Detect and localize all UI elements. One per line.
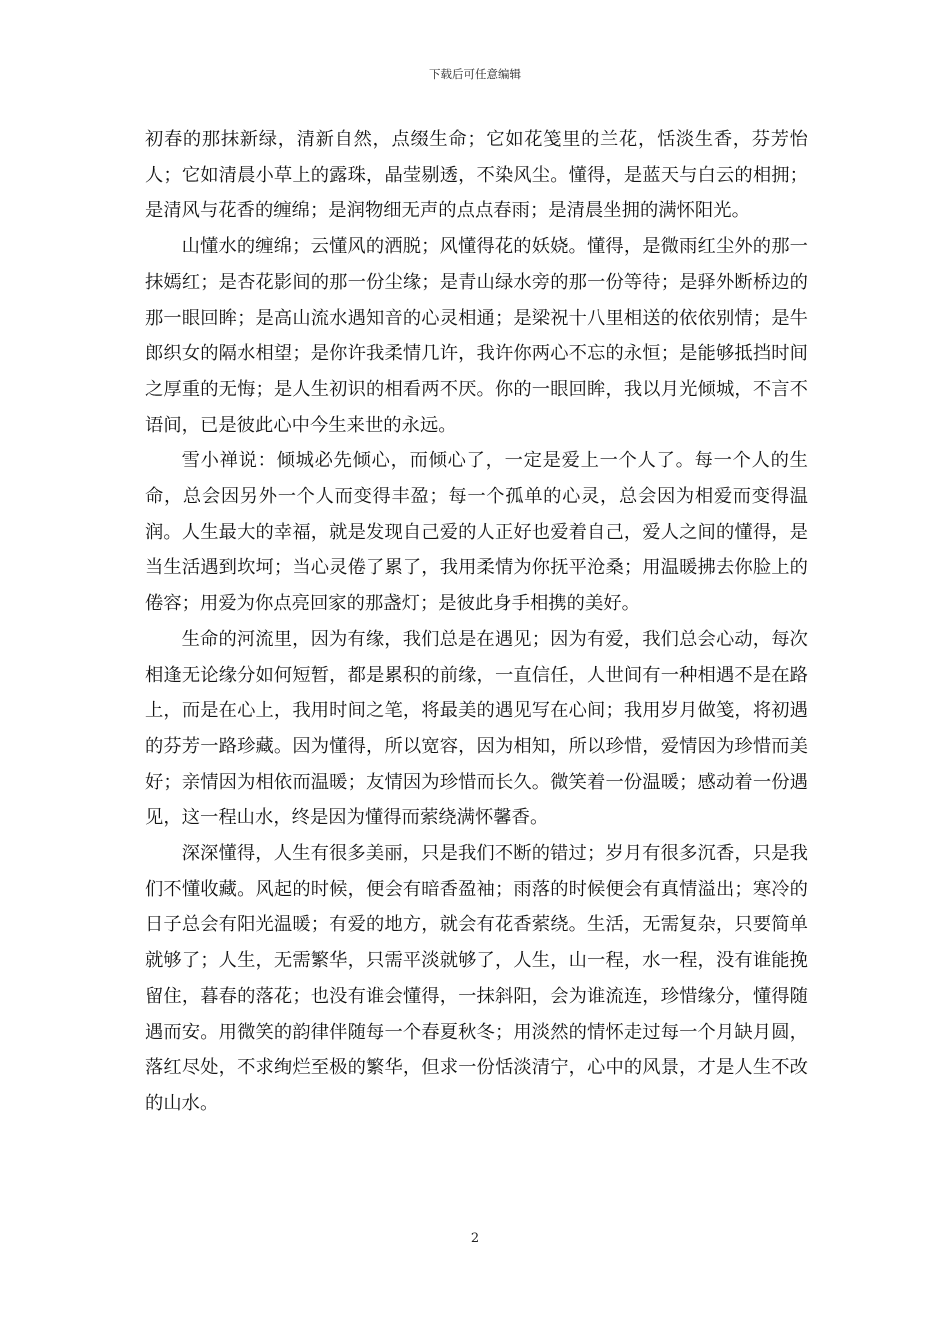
paragraph: 雪小禅说：倾城必先倾心，而倾心了，一定是爱上一个人了。每一个人的生命，总会因另外一个人而变得丰盈；每一个孤单的心灵，总会因为相爱而变得温润。人生最大的幸福，就是发现自己爱的人正好也爱着自己，爱人之间的懂得，是当生活遇到坎坷；当心灵倦了累了，我用柔情为你抚平沧桑；用温暖拂去你脸上的倦容；用爱为你点亮回家的那盏灯；是彼此身手相携的美好。 [145, 450, 808, 615]
paragraph-continued: 初春的那抹新绿，清新自然，点缀生命；它如花笺里的兰花，恬淡生香，芬芳怡人；它如清晨小草上的露珠，晶莹剔透，不染风尘。懂得，是蓝天与白云的相拥；是清风与花香的缠绵；是润物细无声的点点春雨；是清晨坐拥的满怀阳光。 [145, 129, 808, 222]
paragraph: 山懂水的缠绵；云懂风的洒脱；风懂得花的妖娆。懂得，是微雨红尘外的那一抹嫣红；是杏花影间的那一份尘缘；是青山绿水旁的那一份等待；是驿外断桥边的那一眼回眸；是高山流水遇知音的心灵相通；是梁祝十八里相送的依依别情；是牛郎织女的隔水相望；是你许我柔情几许，我许你两心不忘的永恒；是能够抵挡时间之厚重的无悔；是人生初识的相看两不厌。你的一眼回眸，我以月光倾城，不言不语间，已是彼此心中今生来世的永远。 [145, 236, 808, 436]
paragraph: 生命的河流里，因为有缘，我们总是在遇见；因为有爱，我们总会心动，每次相逢无论缘分如何短暂，都是累积的前缘，一直信任，人世间有一种相遇不是在路上，而是在心上，我用时间之笔，将最美的遇见写在心间；我用岁月做笺，将初遇的芬芳一路珍藏。因为懂得，所以宽容，因为相知，所以珍惜，爱情因为珍惜而美好；亲情因为相依而温暖；友情因为珍惜而长久。微笑着一份温暖；感动着一份遇见，这一程山水，终是因为懂得而萦绕满怀馨香。 [145, 628, 808, 829]
paragraph: 深深懂得，人生有很多美丽，只是我们不断的错过；岁月有很多沉香，只是我们不懂收藏。风起的时候，便会有暗香盈袖；雨落的时候便会有真情溢出；寒冷的日子总会有阳光温暖；有爱的地方，就会有花香萦绕。生活，无需复杂，只要简单就够了；人生，无需繁华，只需平淡就够了，人生，山一程，水一程，没有谁能挽留住，暮春的落花；也没有谁会懂得，一抹斜阳，会为谁流连，珍惜缘分，懂得随遇而安。用微笑的韵律伴随每一个春夏秋冬；用淡然的情怀走过每一个月缺月圆，落红尽处，不求绚烂至极的繁华，但求一份恬淡清宁，心中的风景，才是人生不改的山水。 [145, 843, 808, 1114]
document-body [145, 122, 808, 1122]
page-number: 2 [470, 1231, 480, 1246]
page-header: 下载后可任意编辑 [429, 67, 521, 81]
